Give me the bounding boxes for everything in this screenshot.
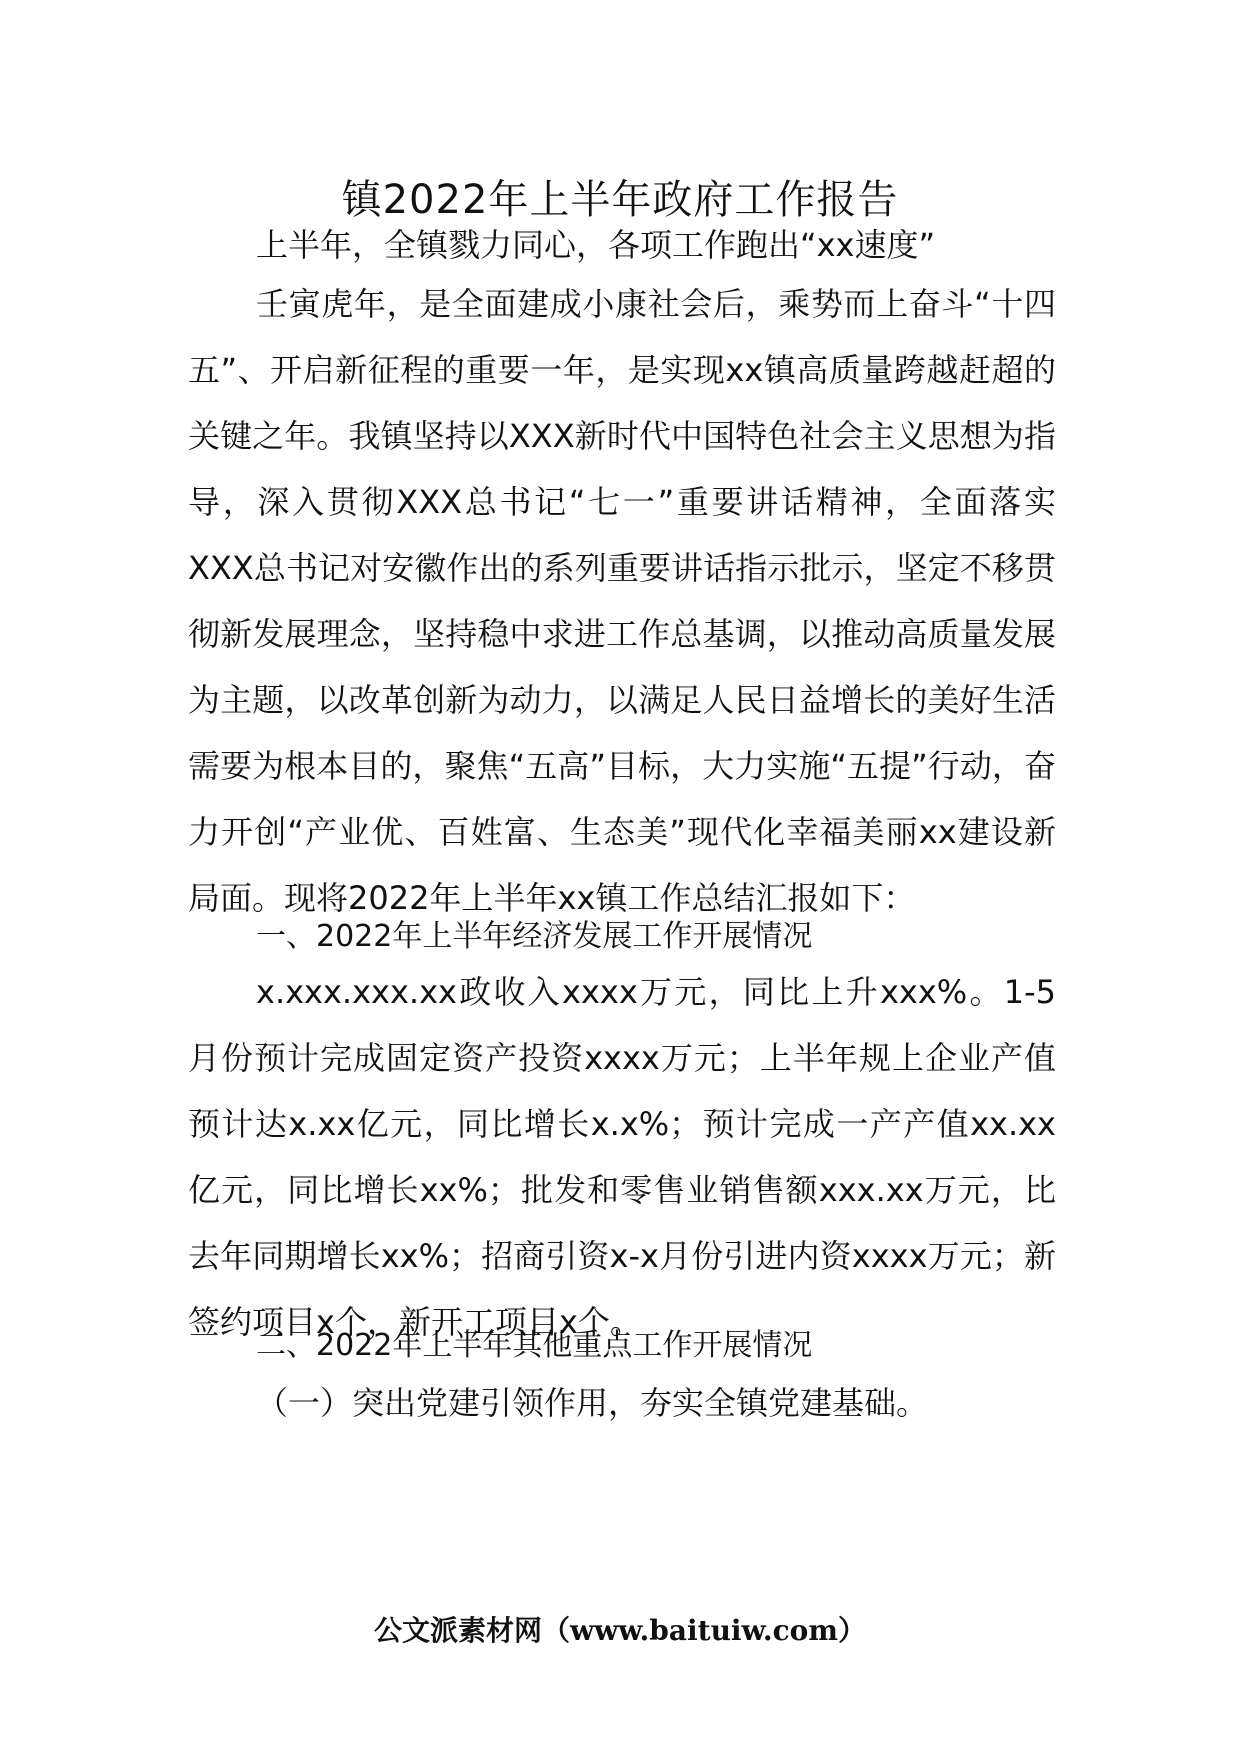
section-heading-other-work: 二、2022年上半年其他重点工作开展情况 — [256, 1328, 813, 1363]
source-footer: 公文派素材网（www.baituiw.com） — [374, 1614, 866, 1647]
subtitle-paragraph: 上半年，全镇戮力同心，各项工作跑出“xx速度” — [256, 226, 936, 264]
intro-paragraph: 壬寅虎年，是全面建成小康社会后，乘势而上奋斗“十四五”、开启新征程的重要一年，是实现xx镇高质量跨越赶超的关键之年。我镇坚持以XXX新时代中国特色社会主义思想为指导，深入贯彻XXX总书记“七一”重要讲话精神，全面落实XXX总书记对安徽作出的系列重要讲话指示批示，坚定不移贯彻新发展理念，坚持稳中求进工作总基调，以推动高质量发展为主题，以改革创新为动力，以满足人民日益增长的美好生活需要为根本目的，聚焦“五高”目标，大力实施“五提”行动，奋力开创“产业优、百姓富、生态美”现代化幸福美丽xx建设新局面。现将2022年上半年xx镇工作总结汇报如下： — [188, 285, 1056, 917]
subsection-heading-party-building: （一）突出党建引领作用，夯实全镇党建基础。 — [256, 1384, 929, 1422]
economy-paragraph: x.xxx.xxx.xx政收入xxxx万元，同比上升xxx%。1-5月份预计完成固定资产投资xxxx万元；上半年规上企业产值预计达x.xx亿元，同比增长x.x%；预计完成一产产值xx.xx亿元，同比增长xx%；批发和零售业销售额xxx.xx万元，比去年同期增长xx%；招商引资x-x月份引进内资xxxx万元；新签约项目x个，新开工项目x个。 — [188, 973, 1056, 1341]
section-heading-economy: 一、2022年上半年经济发展工作开展情况 — [256, 919, 813, 954]
document-title: 镇2022年上半年政府工作报告 — [341, 177, 899, 223]
